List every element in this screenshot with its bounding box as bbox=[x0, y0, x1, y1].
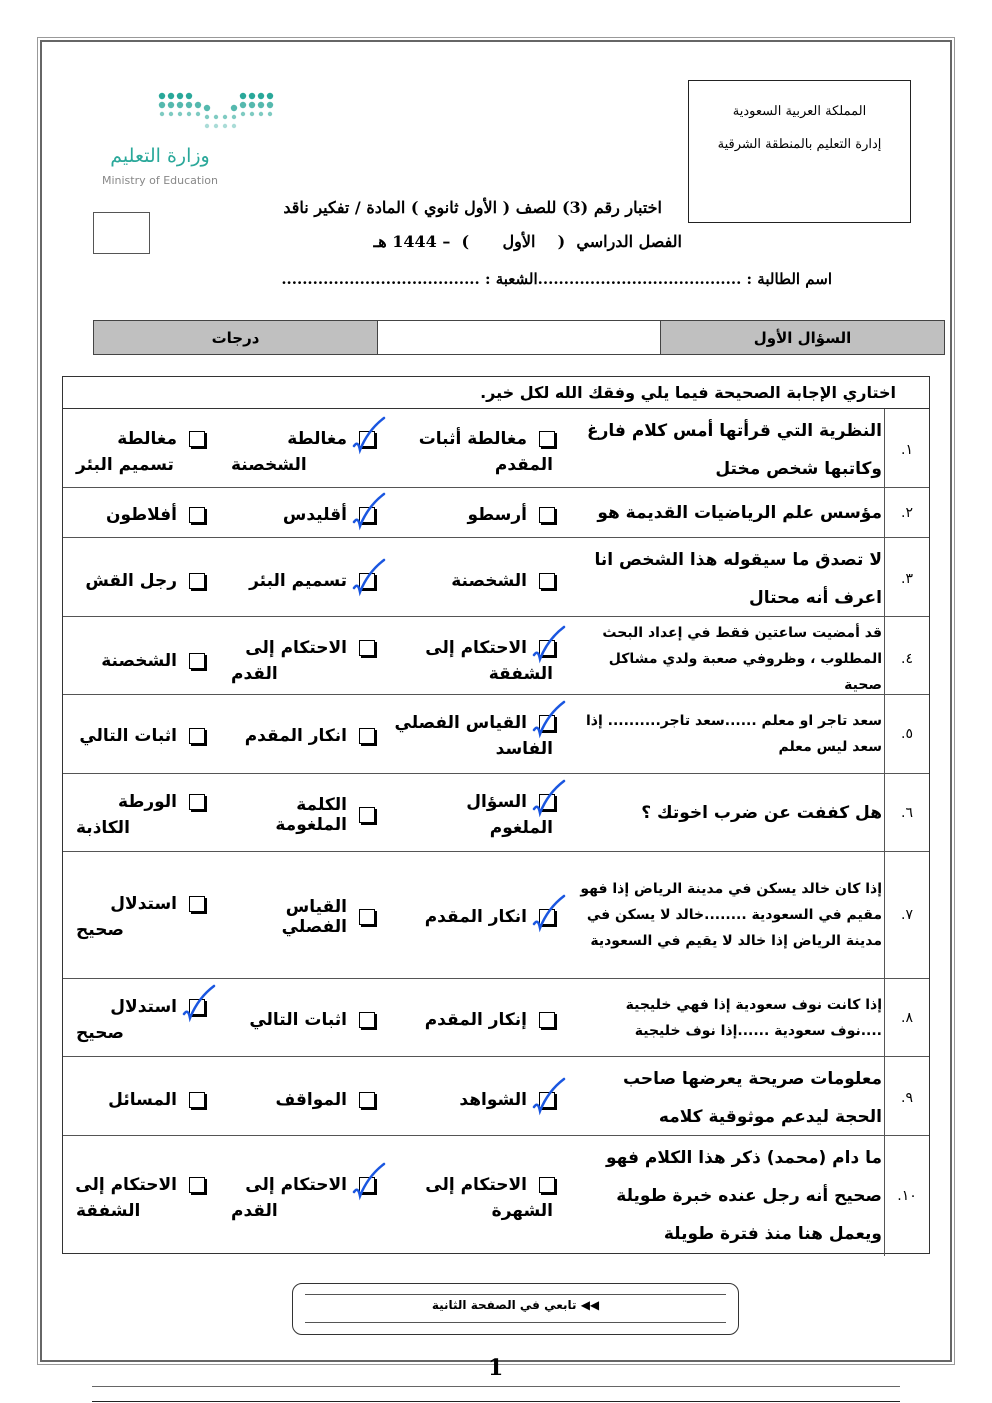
option-label: انكار المقدم bbox=[244, 726, 347, 746]
checkbox[interactable] bbox=[539, 507, 555, 523]
option-label: المواقف bbox=[275, 1090, 347, 1110]
checkbox[interactable] bbox=[189, 728, 205, 744]
answer-option[interactable] bbox=[389, 979, 569, 1056]
option-label-cont: الكاذبة bbox=[76, 817, 130, 838]
question-number: ٢. bbox=[884, 488, 929, 537]
answer-option[interactable] bbox=[389, 538, 569, 620]
checkbox[interactable] bbox=[539, 1012, 555, 1028]
checkbox[interactable] bbox=[539, 573, 555, 589]
option-label: اثبات التالي bbox=[79, 726, 177, 746]
continue-box bbox=[292, 1283, 739, 1335]
question-number: ٧. bbox=[884, 852, 929, 978]
checkmark-icon bbox=[350, 558, 388, 596]
checkbox[interactable] bbox=[359, 507, 375, 523]
question-row bbox=[63, 852, 929, 979]
option-label: الشواهد bbox=[459, 1090, 527, 1110]
question-label: السؤال الأول bbox=[660, 321, 944, 354]
checkmark-icon bbox=[530, 700, 568, 738]
option-label: الشخصنة bbox=[451, 571, 527, 591]
answer-option[interactable] bbox=[389, 1136, 569, 1256]
answer-option[interactable] bbox=[389, 774, 569, 851]
checkbox[interactable] bbox=[189, 431, 205, 447]
option-label: الاحتكام إلى bbox=[425, 1175, 527, 1195]
answer-option[interactable] bbox=[64, 979, 219, 1056]
checkbox[interactable] bbox=[539, 431, 555, 447]
question-row bbox=[63, 409, 929, 488]
question-text: قد أمضيت ساعتين فقط في إعداد البحث المطلوب ، وظروفي صعبة ولدي مشاكل صحية bbox=[602, 625, 882, 693]
answer-option[interactable] bbox=[219, 852, 389, 978]
option-label-cont: الشفقة bbox=[488, 664, 553, 684]
arrow-left-icon: ◀◀ bbox=[576, 1298, 600, 1312]
checkbox[interactable] bbox=[189, 999, 205, 1015]
question-row bbox=[63, 1057, 929, 1136]
answer-option[interactable] bbox=[219, 409, 389, 491]
option-label: الاحتكام إلى bbox=[245, 638, 347, 658]
question-number: ٤. bbox=[884, 617, 929, 701]
blank-cell bbox=[377, 321, 660, 354]
answer-option[interactable] bbox=[219, 538, 389, 620]
checkbox[interactable] bbox=[359, 807, 375, 823]
question-number: ٦. bbox=[884, 774, 929, 851]
checkbox[interactable] bbox=[189, 1177, 205, 1193]
option-label-cont: صحيح bbox=[76, 920, 124, 940]
checkbox[interactable] bbox=[189, 896, 205, 912]
student-name-line: اسم الطالبة : .......................................الشعبة : ...................................... bbox=[281, 270, 832, 288]
page-number: 1 bbox=[488, 1355, 504, 1381]
option-label-cont: القدم bbox=[231, 664, 278, 684]
option-label: أرسطو bbox=[467, 504, 527, 525]
checkbox[interactable] bbox=[539, 794, 555, 810]
question-number: ٥. bbox=[884, 695, 929, 773]
continue-label: تابعي في الصفحة الثانية bbox=[431, 1298, 577, 1312]
option-label-cont: الشفقة bbox=[76, 1201, 141, 1221]
option-label: مغالطة bbox=[287, 429, 347, 449]
answer-option[interactable] bbox=[64, 1136, 219, 1256]
option-label: القياس الفصلي bbox=[281, 897, 347, 937]
checkmark-icon bbox=[530, 779, 568, 817]
checkbox[interactable] bbox=[539, 640, 555, 656]
question-number: ٩. bbox=[884, 1057, 929, 1139]
checkbox[interactable] bbox=[539, 1177, 555, 1193]
question-text: معلومات صريحة يعرضها صاحب الحجة ليدعم موثوقية كلامه bbox=[622, 1069, 882, 1127]
checkbox[interactable] bbox=[189, 1092, 205, 1108]
option-label-cont: القدم bbox=[231, 1201, 278, 1221]
option-label: استدلال bbox=[110, 996, 177, 1017]
checkbox[interactable] bbox=[359, 640, 375, 656]
checkbox[interactable] bbox=[359, 573, 375, 589]
checkmark-icon bbox=[350, 1162, 388, 1200]
checkbox[interactable] bbox=[359, 909, 375, 925]
answer-option[interactable] bbox=[64, 774, 219, 851]
semester-line: الفصل الدراسي ( الأول ) – 1444 هـ bbox=[373, 232, 682, 251]
option-label: إنكار المقدم bbox=[424, 1009, 527, 1030]
option-label: مغالطة bbox=[117, 429, 177, 449]
ministry-header-box bbox=[688, 80, 911, 223]
question-row bbox=[63, 979, 929, 1057]
option-label-cont: الشخصنة bbox=[231, 455, 307, 475]
question-number: ٣. bbox=[884, 538, 929, 620]
option-label: مغالطة أثبات bbox=[418, 429, 527, 449]
answer-option[interactable] bbox=[64, 617, 219, 701]
question-row bbox=[63, 695, 929, 774]
checkbox[interactable] bbox=[539, 1092, 555, 1108]
answer-option[interactable] bbox=[389, 488, 569, 537]
checkbox[interactable] bbox=[189, 653, 205, 669]
checkbox[interactable] bbox=[189, 573, 205, 589]
answer-option[interactable] bbox=[219, 488, 389, 537]
option-label-cont: الفاسد bbox=[495, 739, 553, 759]
checkmark-icon bbox=[530, 1077, 568, 1115]
question-row bbox=[63, 617, 929, 695]
option-label-cont: تسميم البئر bbox=[76, 455, 174, 475]
question-row bbox=[63, 538, 929, 617]
checkbox[interactable] bbox=[359, 1012, 375, 1028]
checkbox[interactable] bbox=[359, 431, 375, 447]
answer-option[interactable] bbox=[64, 1057, 219, 1139]
question-number: ١. bbox=[884, 409, 929, 491]
option-label: الكلمة الملغومة bbox=[275, 794, 347, 835]
checkbox[interactable] bbox=[539, 715, 555, 731]
answer-option[interactable] bbox=[219, 617, 389, 701]
kingdom-label: المملكة العربية السعودية bbox=[732, 104, 867, 119]
answer-option[interactable] bbox=[389, 695, 569, 773]
answer-option[interactable] bbox=[389, 617, 569, 701]
option-label: السؤال bbox=[466, 791, 527, 812]
question-header-bar bbox=[93, 320, 945, 355]
option-label: أفلاطون bbox=[105, 504, 177, 525]
option-label: اثبات التالي bbox=[249, 1009, 347, 1030]
option-label: تسميم البئر bbox=[249, 571, 347, 591]
question-number: ٨. bbox=[884, 979, 929, 1056]
option-label: الاحتكام إلى bbox=[245, 1175, 347, 1195]
question-text: هل كففت عن ضرب اخوتك ؟ bbox=[641, 802, 882, 823]
answer-option[interactable] bbox=[64, 695, 219, 773]
instruction: اختاري الإجابة الصحيحة فيما يلي وفقك الله لكل خير. bbox=[63, 377, 929, 409]
checkbox[interactable] bbox=[359, 728, 375, 744]
option-label: الاحتكام إلى bbox=[425, 638, 527, 658]
grades-label: درجات bbox=[94, 321, 377, 354]
exam-title: اختبار رقم (3) للصف ( الأول ثانوي ) المادة / تفكير ناقد bbox=[283, 198, 662, 217]
option-label: انكار المقدم bbox=[424, 907, 527, 927]
option-label: الشخصنة bbox=[101, 651, 177, 671]
answer-option[interactable] bbox=[389, 409, 569, 491]
option-label-cont: المقدم bbox=[494, 455, 553, 475]
checkbox[interactable] bbox=[539, 909, 555, 925]
option-label: المسائل bbox=[108, 1090, 177, 1110]
option-label-cont: الملغوم bbox=[489, 817, 553, 838]
logo-arabic-text: وزارة التعليم bbox=[110, 145, 210, 167]
score-box bbox=[93, 212, 150, 254]
option-label: الاحتكام إلى bbox=[75, 1175, 177, 1195]
question-text: مؤسس علم الرياضيات القديمة هو bbox=[597, 502, 882, 523]
answer-option[interactable] bbox=[389, 852, 569, 978]
answer-option[interactable] bbox=[219, 1136, 389, 1256]
answer-option[interactable] bbox=[389, 1057, 569, 1139]
checkmark-icon bbox=[180, 984, 218, 1022]
option-label: رجل القش bbox=[85, 571, 177, 591]
question-row bbox=[63, 1136, 929, 1253]
option-label: القياس الفصلي bbox=[394, 713, 527, 733]
option-label-cont: صحيح bbox=[76, 1022, 124, 1043]
option-label: استدلال bbox=[110, 894, 177, 914]
ministry-logo-icon bbox=[158, 92, 276, 134]
question-text: إذا كانت نوف سعودية إذا فهي خليجية ....نوف سعودية ......إذا نوف خليجية bbox=[625, 996, 882, 1039]
question-text: ما دام (محمد) ذكر هذا الكلام فهو صحيح أنه رجل عنده خبرة طويلة ويعمل هنا منذ فترة طويلة bbox=[605, 1148, 882, 1244]
checkmark-icon bbox=[530, 894, 568, 932]
answer-option[interactable] bbox=[219, 979, 389, 1056]
directorate-label: إدارة التعليم بالمنطقة الشرقية bbox=[717, 137, 882, 152]
question-text: سعد تاجر او معلم ......سعد تاجر.......... إذا سعد ليس معلم bbox=[585, 713, 882, 755]
checkbox[interactable] bbox=[189, 507, 205, 523]
footer-divider bbox=[92, 1401, 900, 1402]
answer-option[interactable] bbox=[64, 409, 219, 491]
checkmark-icon bbox=[350, 492, 388, 530]
answer-option[interactable] bbox=[219, 695, 389, 773]
question-row bbox=[63, 774, 929, 852]
question-row bbox=[63, 488, 929, 538]
footer-divider bbox=[92, 1386, 900, 1387]
answer-option[interactable] bbox=[219, 774, 389, 851]
checkmark-icon bbox=[350, 416, 388, 454]
option-label: أقليدس bbox=[282, 504, 347, 525]
checkbox[interactable] bbox=[359, 1177, 375, 1193]
checkbox[interactable] bbox=[359, 1092, 375, 1108]
question-text: النظرية التي قرأتها أمس كلام فارغ وكاتبها شخص مختل bbox=[587, 421, 882, 479]
question-text: إذا كان خالد يسكن في مدينة الرياض إذا فهو مقيم في السعودية ........خالد لا يسكن في مدينة الرياض إذا خالد لا يقيم في السعودية bbox=[580, 881, 882, 949]
answer-option[interactable] bbox=[64, 852, 219, 978]
answer-option[interactable] bbox=[219, 1057, 389, 1139]
answer-option[interactable] bbox=[64, 538, 219, 620]
question-number: ١٠. bbox=[884, 1136, 929, 1256]
checkbox[interactable] bbox=[189, 794, 205, 810]
option-label-cont: الشهرة bbox=[491, 1201, 553, 1221]
checkmark-icon bbox=[530, 625, 568, 663]
option-label: الورطة bbox=[118, 791, 177, 812]
answer-option[interactable] bbox=[64, 488, 219, 537]
logo-english-text: Ministry of Education bbox=[101, 174, 218, 187]
questions-table bbox=[62, 376, 930, 1254]
question-text: لا تصدق ما سيقوله هذا الشخص انا اعرف أنه محتال bbox=[594, 550, 882, 608]
